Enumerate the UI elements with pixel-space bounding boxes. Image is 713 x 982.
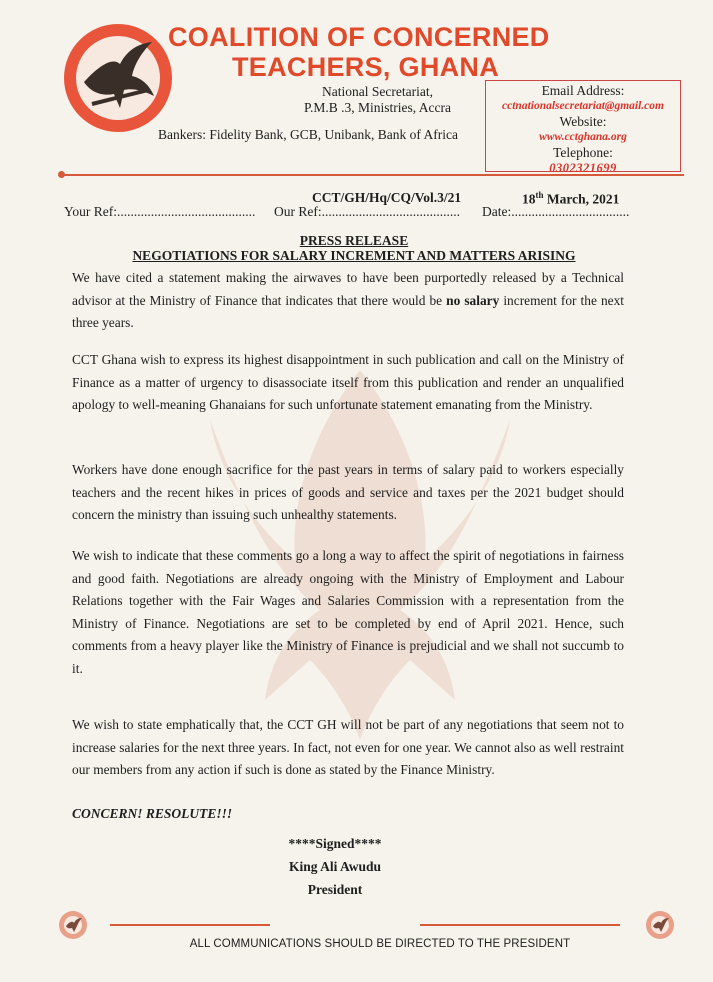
your-ref: Your Ref:......................................... xyxy=(64,204,256,219)
our-ref-value: CCT/GH/Hq/CQ/Vol.3/21 xyxy=(312,190,462,205)
paragraph-1-text-b: increment for the next three years. xyxy=(72,292,624,330)
secretariat-address xyxy=(290,84,465,116)
press-release-heading xyxy=(64,233,644,263)
website-label: Website: xyxy=(559,114,607,129)
organization-name xyxy=(168,22,608,82)
paragraph-1 xyxy=(72,267,624,335)
paragraph-4: We wish to indicate that these comments go a long a way to affect the spirit of negotiations in fairness and good faith. Negotiations are already ongoing with the Ministry of Employment and Labour Relations together with the Fair Wages and Salaries Commission with a representation from the Ministry of Finance. Negotiations are set to be completed by end of April 2021. Hence, such comments from a heavy player like the Ministry of Finance is prejudicial and we shall not succumb to it. xyxy=(72,548,624,676)
footer-notice: ALL COMMUNICATIONS SHOULD BE DIRECTED TO THE PRESIDENT xyxy=(189,938,571,950)
our-ref-label: Our Ref:......................................... xyxy=(274,204,460,219)
address-line1: National Secretariat, xyxy=(322,84,433,99)
paragraph-5: We wish to state emphatically that, the CCT GH will not be part of any negotiations that seem not to increase salaries for the next three years. In fact, not even for one year. We cannot also as well restraint our members from any action if such is done as stated by the Finance Ministry. xyxy=(72,717,624,777)
press-release-title: NEGOTIATIONS FOR SALARY INCREMENT AND MATTERS ARISING xyxy=(132,248,576,263)
footer-logo-left-icon xyxy=(58,910,88,940)
signatory-name: King Ali Awudu xyxy=(288,859,382,874)
footer-logo-right-icon xyxy=(645,910,675,940)
telephone-number: 0302321699 xyxy=(549,160,617,175)
bankers-line: Bankers: Fidelity Bank, GCB, Unibank, Bank of Africa xyxy=(158,127,458,142)
signature-block xyxy=(260,832,410,901)
paragraph-2: CCT Ghana wish to express its highest disappointment in such publication and call on the Ministry of Finance as a matter of urgency to disassociate itself from this publication and render an unqualified apology to well-meaning Ghanaians for such unfortunate statement emanating from the Ministry. xyxy=(72,352,624,412)
date-label: Date:................................... xyxy=(482,204,630,219)
email-link[interactable]: cctnationalsecretariat@gmail.com xyxy=(502,99,664,112)
telephone-label: Telephone: xyxy=(553,145,613,160)
cct-logo-icon xyxy=(62,22,174,134)
contact-box xyxy=(485,80,681,175)
org-name-line2: TEACHERS, GHANA xyxy=(232,52,500,82)
paragraph-1-text-a: We have cited a statement making the airwaves to have been purportedly released by a Technical advisor at the Ministry of Finance that indicates that there would be xyxy=(72,270,624,308)
footer-rule-right xyxy=(420,924,620,926)
header-divider xyxy=(64,174,684,176)
org-name-line1: COALITION OF CONCERNED xyxy=(168,22,550,52)
website-link[interactable]: www.cctghana.org xyxy=(539,130,627,143)
press-release-label: PRESS RELEASE xyxy=(299,233,409,248)
motto: CONCERN! RESOLUTE!!! xyxy=(72,806,233,821)
paragraph-3: Workers have done enough sacrifice for the past years in terms of salary paid to workers especially teachers and the recent hikes in prices of goods and service and taxes per the 2021 budget should concern the ministry than issuing such unhealthy statements. xyxy=(72,462,624,522)
reference-line xyxy=(64,190,644,222)
paragraph-1-bold: no salary xyxy=(446,292,500,308)
email-label: Email Address: xyxy=(541,83,625,98)
date-rest: March, 2021 xyxy=(543,191,620,207)
footer-rule-left xyxy=(110,924,270,926)
address-line2: P.M.B .3, Ministries, Accra xyxy=(304,100,451,115)
signatory-title: President xyxy=(307,882,363,897)
signed-marker: ****Signed**** xyxy=(288,836,382,851)
date-day: 18 xyxy=(522,191,536,207)
date-suffix: th xyxy=(535,190,544,200)
